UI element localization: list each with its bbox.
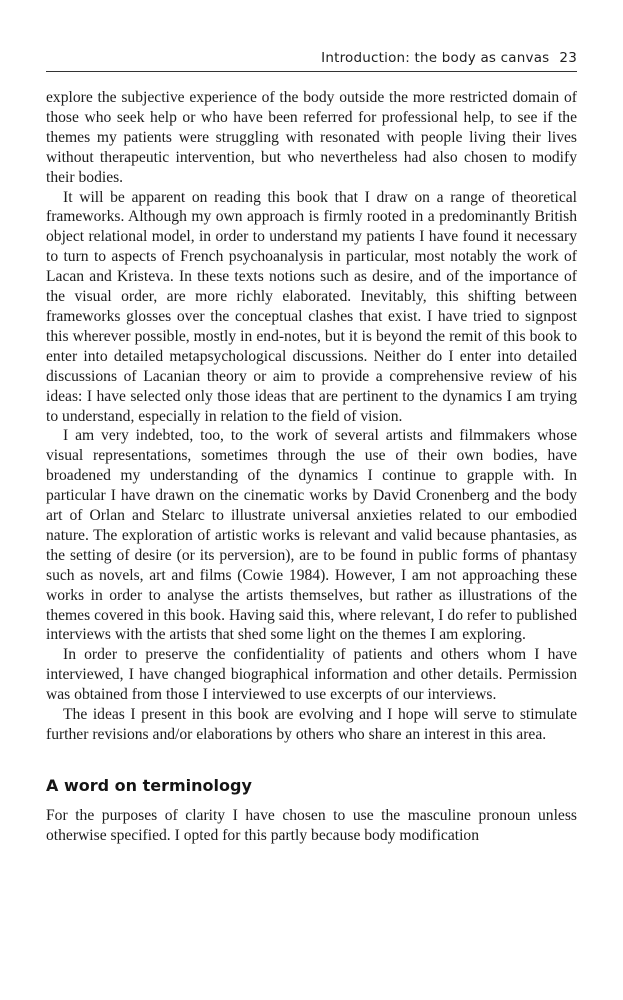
paragraph-evolving-ideas: The ideas I present in this book are evolving and I hope will serve to stimulate further revisions and/or elaborations by others who share an interest in this area. xyxy=(46,706,577,743)
running-head-title: Introduction: the body as canvas xyxy=(321,50,550,66)
paragraph-continued: explore the subjective experience of the body outside the more restricted domain of those who seek help or who have been referred for professional help, to see if the themes my patients were struggling with resonated with people living their lives without therapeutic intervention, but who nevertheless had also chosen to modify their bodies. xyxy=(46,89,577,186)
paragraph-theoretical-frameworks: It will be apparent on reading this book that I draw on a range of theoretical frameworks. Although my own approach is firmly rooted in a predominantly British object relational model, in order to understand my patients I have found it necessary to turn to aspects of French psychoanalysis in particular, most notably the work of Lacan and Kristeva. In these texts notions such as desire, and of the importance of the visual order, are more richly elaborated. Inevitably, this shifting between frameworks glosses over the conceptual clashes that exist. I have tried to signpost this wherever possible, mostly in end-notes, but it is beyond the remit of this book to enter into detailed metapsychological discussions. Neither do I enter into detailed discussions of Lacanian theory or aim to provide a comprehensive review of his ideas: I have selected only those ideas that are pertinent to the dynamics I am trying to understand, especially in relation to the field of vision. xyxy=(46,188,577,425)
header-rule xyxy=(46,71,577,72)
paragraph-artists-filmmakers: I am very indebted, too, to the work of several artists and filmmakers whose visual representations, sometimes through the use of their own bodies, have broadened my understanding of the dynamics I continue to grapple with. In particular I have drawn on the cinematic works by David Cronenberg and the body art of Orlan and Stelarc to illustrate universal anxieties related to our embodied nature. The exploration of artistic works is relevant and valid because phantasies, as the setting of desire (or its perversion), are to be found in public forms of phantasy such as novels, art and films (Cowie 1984). However, I am not approaching these works in order to analyse the artists themselves, but rather as illustrations of the themes covered in this book. Having said this, where relevant, I do refer to published interviews with the artists that shed some light on the themes I am exploring. xyxy=(46,427,577,644)
section-heading: A word on terminology xyxy=(46,775,252,795)
body-text xyxy=(46,88,577,846)
running-head xyxy=(46,50,577,66)
page-number: 23 xyxy=(559,50,577,66)
paragraph-confidentiality: In order to preserve the confidentiality of patients and others whom I have interviewed, I have changed biographical information and other details. Permission was obtained from those I interviewed to use excerpts of our interviews. xyxy=(46,646,577,704)
paragraph-terminology: For the purposes of clarity I have chosen to use the masculine pronoun unless otherwise specified. I opted for this partly because body modification xyxy=(46,806,577,844)
